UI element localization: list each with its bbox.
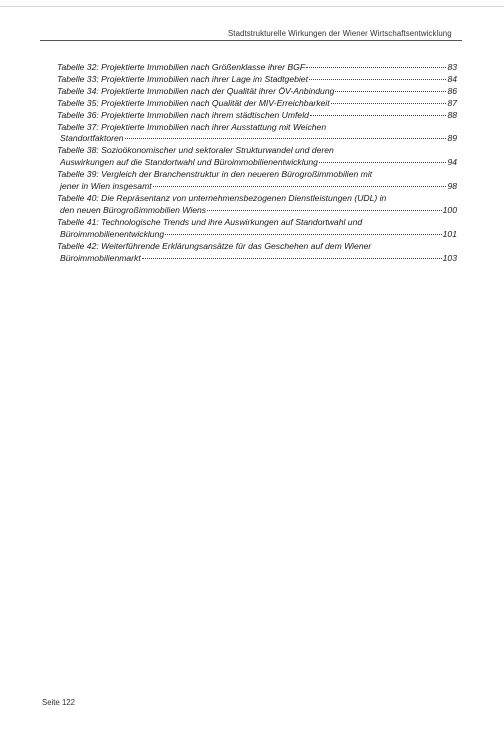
dot-leader <box>142 251 442 259</box>
page-edge-line <box>0 6 504 7</box>
toc-entry-label: Tabelle 36: <box>57 109 99 120</box>
toc-entry-page-number: 89 <box>447 133 457 144</box>
toc-entry-page-number: 98 <box>447 181 457 192</box>
toc-entry-label: Tabelle 38: <box>57 145 99 156</box>
table-of-contents-list <box>57 62 457 264</box>
toc-entry-page-number: 83 <box>447 62 457 72</box>
toc-entry-continuation-line <box>57 229 457 241</box>
toc-entry <box>57 193 457 217</box>
header-rule <box>40 40 462 41</box>
toc-entry-heading <box>57 74 308 86</box>
toc-entry-title: Sozioökonomischer und sektoraler Strukturwandel und deren <box>101 145 334 156</box>
toc-entry-title: Projektierte Immobilien nach ihrer Ausstattung mit Weichen <box>101 121 327 132</box>
toc-entry-page-number: 86 <box>447 85 457 96</box>
toc-entry <box>57 145 457 169</box>
toc-entry-heading <box>57 110 309 122</box>
toc-entry-label: Tabelle 33: <box>57 73 99 84</box>
dot-leader <box>153 179 447 187</box>
toc-entry-title-continuation: Büroimmobilienentwicklung <box>60 228 165 239</box>
toc-entry-label: Tabelle 37: <box>57 121 99 132</box>
toc-entry <box>57 122 457 146</box>
dot-leader <box>125 131 447 139</box>
toc-entry-label: Tabelle 34: <box>57 85 99 96</box>
toc-entry <box>57 217 457 241</box>
toc-entry-label: Tabelle 40: <box>57 192 99 203</box>
toc-entry-page-number: 88 <box>447 109 457 120</box>
toc-entry-page-number: 100 <box>442 204 457 215</box>
toc-entry-line <box>57 110 457 122</box>
dot-leader <box>309 72 446 80</box>
toc-entry-heading <box>57 98 330 110</box>
toc-entry-title-continuation: den neuen Bürogroßimmobilien Wiens <box>60 204 207 215</box>
dot-leader <box>306 60 446 68</box>
toc-entry-label: Tabelle 42: <box>57 240 99 251</box>
toc-entry-continuation-line <box>57 181 457 193</box>
toc-entry-title-continuation: Standortfaktoren <box>60 133 124 144</box>
toc-entry-continuation-line <box>57 133 457 145</box>
toc-entry-page-number: 94 <box>447 157 457 168</box>
toc-entry-title: Weiterführende Erklärungsansätze für das Geschehen auf dem Wiener <box>101 240 372 251</box>
toc-entry-page-number: 87 <box>447 97 457 108</box>
toc-entry-continuation-line <box>57 205 457 217</box>
toc-entry-title: Projektierte Immobilien nach ihrem städtischen Umfeld <box>101 109 309 120</box>
toc-entry-page-number: 103 <box>442 252 457 263</box>
dot-leader <box>319 155 446 163</box>
dot-leader <box>165 227 442 235</box>
toc-entry-label: Tabelle 35: <box>57 97 99 108</box>
dot-leader <box>207 203 442 211</box>
toc-entry-title: Projektierte Immobilien nach ihrer Lage im Stadtgebiet <box>101 73 308 84</box>
toc-entry-title: Technologische Trends und ihre Auswirkungen auf Standortwahl und <box>101 216 363 227</box>
toc-entry-label: Tabelle 32: <box>57 62 99 72</box>
toc-entry-heading <box>57 86 334 98</box>
toc-entry-page-number: 84 <box>447 73 457 84</box>
toc-entry-title-continuation: Büroimmobilienmarkt <box>60 252 141 263</box>
toc-entry-continuation-line <box>57 253 457 265</box>
toc-entry <box>57 169 457 193</box>
toc-entry-title: Die Repräsentanz von unternehmensbezogenen Dienstleistungen (UDL) in <box>101 192 387 203</box>
toc-entry-page-number: 101 <box>442 228 457 239</box>
dot-leader <box>331 96 447 104</box>
toc-entry <box>57 110 457 122</box>
toc-entry-label: Tabelle 41: <box>57 216 99 227</box>
dot-leader <box>335 84 446 92</box>
toc-entry-title-continuation: jener in Wien insgesamt <box>60 181 152 192</box>
toc-entry-label: Tabelle 39: <box>57 169 99 180</box>
running-header: Stadtstrukturelle Wirkungen der Wiener Wirtschaftsentwicklung <box>228 29 452 38</box>
toc-entry-continuation-line <box>57 157 457 169</box>
toc-entry-title: Projektierte Immobilien nach der Qualität ihrer ÖV-Anbindung <box>101 85 335 96</box>
dot-leader <box>310 108 447 116</box>
toc-entry-title: Projektierte Immobilien nach Größenklasse ihrer BGF <box>101 62 306 72</box>
toc-entry-heading <box>57 62 305 74</box>
toc-entry-title: Vergleich der Branchenstruktur in den neueren Bürogroßimmobilien mit <box>101 169 373 180</box>
toc-entry <box>57 241 457 265</box>
toc-entry-title: Projektierte Immobilien nach Qualität der MIV-Erreichbarkeit <box>101 97 330 108</box>
toc-entry-title-continuation: Auswirkungen auf die Standortwahl und Büroimmobilienentwicklung <box>60 157 318 168</box>
page-number-footer: Seite 122 <box>42 698 75 707</box>
